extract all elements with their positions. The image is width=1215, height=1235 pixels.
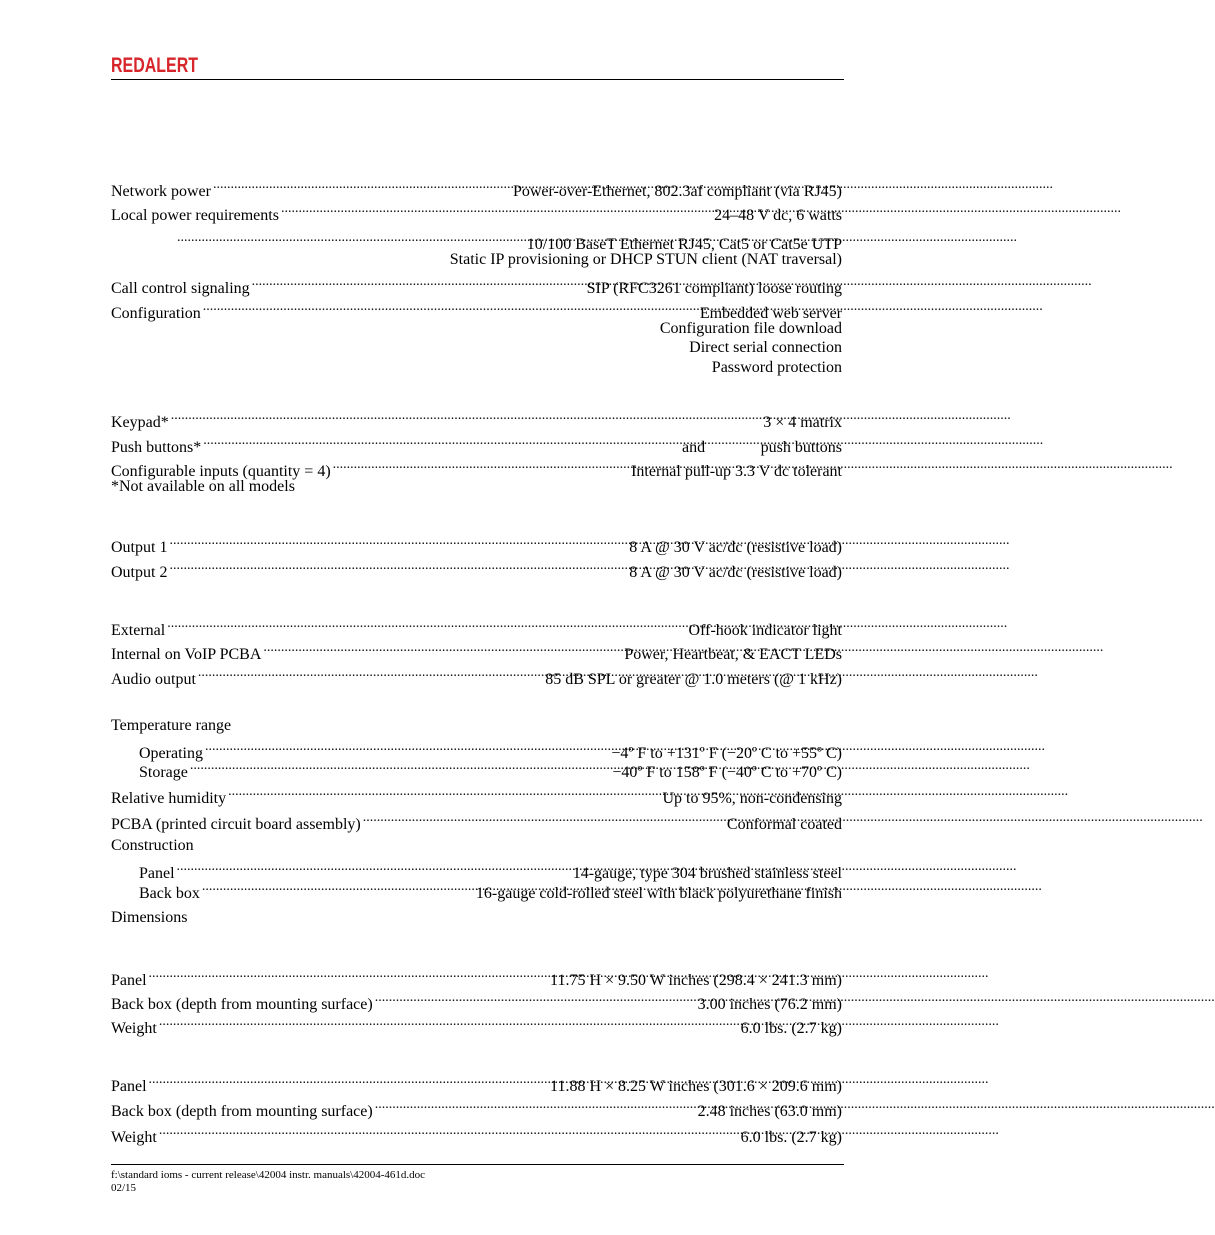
spec-row-panel-material: Panel ..... 14-gauge, type 304 brushed stainless steel bbox=[139, 859, 842, 883]
spec-continuation-password: Password protection bbox=[711, 359, 842, 376]
spec-continuation-serial: Direct serial connection bbox=[689, 339, 842, 356]
spec-footnote: *Not available on all models bbox=[111, 478, 295, 495]
spec-row-network-power: Network power ..... Power-over-Ethernet, 802.3af compliant (via RJ45) bbox=[111, 177, 842, 201]
spec-row-external: External ..... Off-hook indicator light bbox=[111, 616, 842, 640]
spec-row-push-buttons: Push buttons* ..... and push buttons bbox=[111, 433, 842, 457]
footer-file-path: f:\standard ioms - current release\42004 instr. manuals\42004-461d.doc bbox=[111, 1169, 426, 1181]
spec-row-internal-pcba: Internal on VoIP PCBA ..... Power, Heartbeat, & EACT LEDs bbox=[111, 640, 842, 664]
footer bbox=[111, 1169, 425, 1195]
spec-heading-construction: Construction bbox=[111, 837, 194, 854]
spec-row-weight-b: Weight ..... 6.0 lbs. (2.7 kg) bbox=[111, 1123, 842, 1147]
spec-row-keypad: Keypad* ..... 3 × 4 matrix bbox=[111, 408, 842, 432]
spec-row-operating: Operating ..... −4º F to +131º F (−20º C to +55º C) bbox=[139, 739, 842, 763]
spec-row-back-box-depth-b: Back box (depth from mounting surface) ..... 2.48 inches (63.0 mm) bbox=[111, 1097, 842, 1121]
spec-row-storage: Storage ..... −40º F to 158º F (−40º C to +70º C) bbox=[139, 758, 842, 782]
header-rule bbox=[111, 79, 844, 80]
red-alert-logo bbox=[111, 52, 199, 77]
footer-date: 02/15 bbox=[111, 1182, 137, 1194]
spec-row-output-2: Output 2 ..... 8 A @ 30 V ac/dc (resistive load) bbox=[111, 558, 842, 582]
spec-row-back-box-material: Back box ..... 16-gauge cold-rolled steel with black polyurethane finish bbox=[139, 879, 842, 903]
spec-row-output-1: Output 1 ..... 8 A @ 30 V ac/dc (resistive load) bbox=[111, 533, 842, 557]
spec-row-ethernet: ..... 10/100 BaseT Ethernet RJ45, Cat5 or Cat5e UTP bbox=[175, 230, 842, 254]
spec-continuation-config-file: Configuration file download bbox=[659, 320, 842, 337]
spec-row-humidity: Relative humidity ..... Up to 95%, non-condensing bbox=[111, 784, 842, 808]
spec-row-audio-output: Audio output ..... 85 dB SPL or greater @ 1.0 meters (@ 1 kHz) bbox=[111, 665, 842, 689]
spec-row-configurable-inputs: Configurable inputs (quantity = 4) ..... Internal pull-up 3.3 V dc tolerant bbox=[111, 457, 842, 481]
spec-heading-temperature: Temperature range bbox=[111, 717, 232, 734]
spec-row-back-box-depth-a: Back box (depth from mounting surface) ..... 3.00 inches (76.2 mm) bbox=[111, 990, 842, 1014]
spec-row-call-control: Call control signaling ..... SIP (RFC3261 compliant) loose routing bbox=[111, 274, 842, 298]
footer-rule bbox=[111, 1164, 844, 1165]
spec-row-configuration: Configuration ..... Embedded web server bbox=[111, 299, 842, 323]
spec-continuation-ip: Static IP provisioning or DHCP STUN client (NAT traversal) bbox=[449, 251, 842, 268]
spec-row-pcba: PCBA (printed circuit board assembly) ..... Conformal coated bbox=[111, 810, 842, 834]
spec-row-panel-dim-b: Panel ..... 11.88 H × 8.25 W inches (301.6 × 209.6 mm) bbox=[111, 1072, 842, 1096]
spec-row-weight-a: Weight ..... 6.0 lbs. (2.7 kg) bbox=[111, 1014, 842, 1038]
spec-row-panel-dim-a: Panel ..... 11.75 H × 9.50 W inches (298.4 × 241.3 mm) bbox=[111, 966, 842, 990]
spec-heading-dimensions: Dimensions bbox=[111, 909, 188, 926]
svg-text:REDALERT: REDALERT bbox=[111, 54, 199, 77]
spec-row-local-power: Local power requirements ..... 24–48 V dc, 6 watts bbox=[111, 201, 842, 225]
